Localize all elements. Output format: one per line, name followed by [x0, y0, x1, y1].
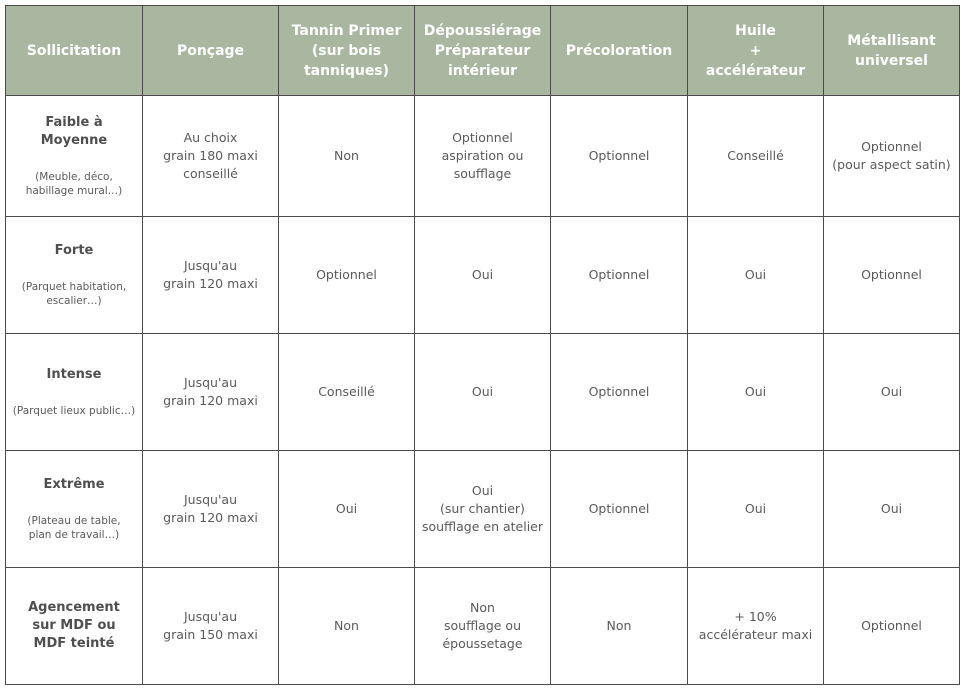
row-label	[6, 568, 143, 685]
row-title: Agencement sur MDF ou MDF teinté	[28, 600, 120, 651]
cell-depoussierage: Oui (sur chantier) soufflage en atelier	[415, 451, 551, 568]
cell-precoloration: Optionnel	[551, 334, 688, 451]
cell-depoussierage: Oui	[415, 334, 551, 451]
table-row	[6, 96, 960, 217]
table-row	[6, 451, 960, 568]
row-subtitle: (Parquet habitation, escalier…)	[21, 281, 127, 307]
cell-tannin-primer: Conseillé	[279, 334, 415, 451]
cell-metallisant: Optionnel	[824, 217, 960, 334]
table-row	[6, 334, 960, 451]
cell-depoussierage: Oui	[415, 217, 551, 334]
cell-precoloration: Non	[551, 568, 688, 685]
header-precoloration: Précoloration	[551, 6, 688, 96]
cell-poncage: Au choix grain 180 maxi conseillé	[143, 96, 279, 217]
cell-huile-accelerateur: Conseillé	[688, 96, 824, 217]
cell-tannin-primer: Optionnel	[279, 217, 415, 334]
cell-precoloration: Optionnel	[551, 451, 688, 568]
header-depoussierage: Dépoussiérage Préparateur intérieur	[415, 6, 551, 96]
table-row	[6, 217, 960, 334]
cell-poncage: Jusqu'au grain 150 maxi	[143, 568, 279, 685]
row-title: Intense	[46, 367, 102, 382]
row-label	[6, 334, 143, 451]
row-label	[6, 217, 143, 334]
row-title: Extrême	[43, 477, 105, 492]
cell-metallisant: Oui	[824, 334, 960, 451]
row-subtitle: (Parquet lieux public…)	[12, 405, 136, 417]
cell-tannin-primer: Non	[279, 568, 415, 685]
cell-precoloration: Optionnel	[551, 96, 688, 217]
cell-huile-accelerateur: Oui	[688, 334, 824, 451]
row-title: Forte	[54, 243, 94, 258]
row-subtitle: (Plateau de table, plan de travail…)	[27, 515, 121, 541]
cell-poncage: Jusqu'au grain 120 maxi	[143, 334, 279, 451]
row-label	[6, 96, 143, 217]
cell-precoloration: Optionnel	[551, 217, 688, 334]
row-subtitle: (Meuble, déco, habillage mural…)	[25, 171, 123, 197]
cell-huile-accelerateur: Oui	[688, 217, 824, 334]
row-label	[6, 451, 143, 568]
sollicitation-table	[5, 5, 960, 685]
header-sollicitation: Sollicitation	[6, 6, 143, 96]
cell-depoussierage: Optionnel aspiration ou soufflage	[415, 96, 551, 217]
header-metallisant: Métallisant universel	[824, 6, 960, 96]
cell-tannin-primer: Non	[279, 96, 415, 217]
cell-metallisant: Optionnel (pour aspect satin)	[824, 96, 960, 217]
cell-poncage: Jusqu'au grain 120 maxi	[143, 217, 279, 334]
cell-depoussierage: Non soufflage ou époussetage	[415, 568, 551, 685]
header-poncage: Ponçage	[143, 6, 279, 96]
cell-huile-accelerateur: Oui	[688, 451, 824, 568]
header-row	[6, 6, 960, 96]
cell-huile-accelerateur: + 10% accélérateur maxi	[688, 568, 824, 685]
cell-poncage: Jusqu'au grain 120 maxi	[143, 451, 279, 568]
row-title: Faible à Moyenne	[40, 115, 108, 148]
header-huile-accelerateur: Huile + accélérateur	[688, 6, 824, 96]
header-tannin-primer: Tannin Primer (sur bois tanniques)	[279, 6, 415, 96]
cell-tannin-primer: Oui	[279, 451, 415, 568]
table-row	[6, 568, 960, 685]
cell-metallisant: Optionnel	[824, 568, 960, 685]
cell-metallisant: Oui	[824, 451, 960, 568]
